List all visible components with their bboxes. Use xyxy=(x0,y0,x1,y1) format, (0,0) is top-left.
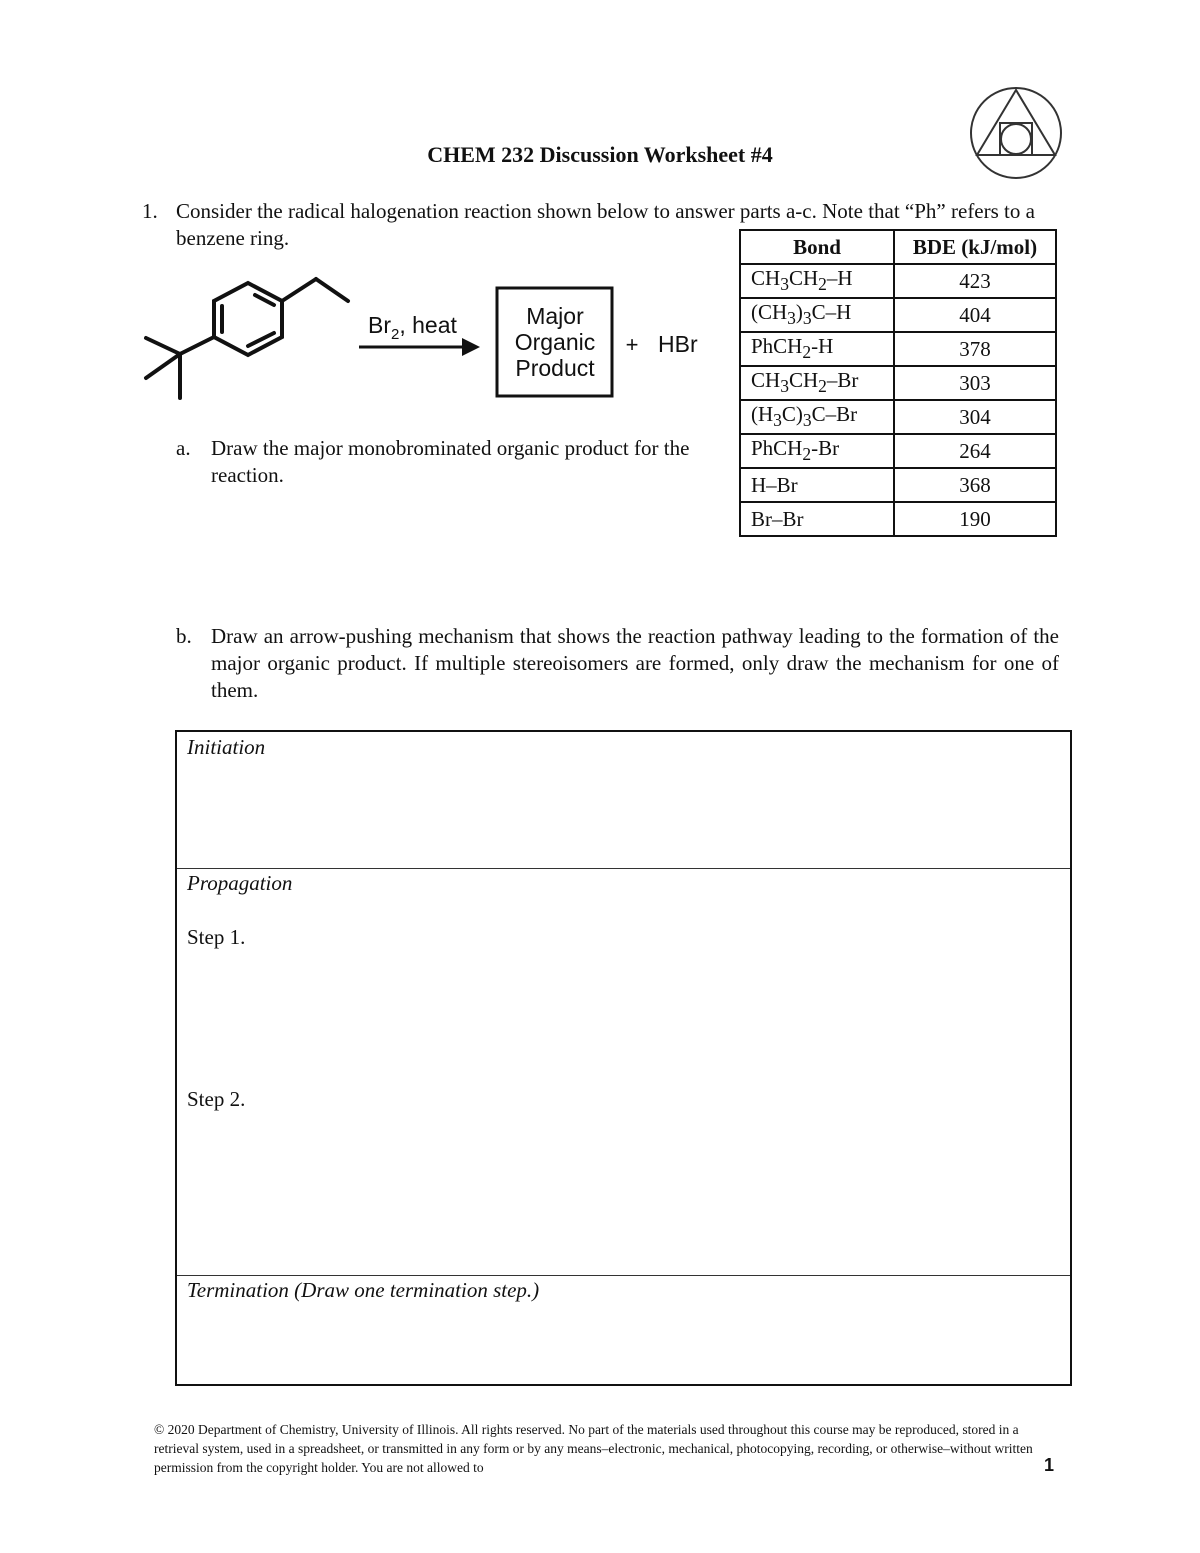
question-text: Consider the radical halogenation reaction shown below to answer parts a-c. Note that “Ph” refers to a benzene ring. xyxy=(176,199,1035,250)
bond-cell: $CH_3CH_2-Br$ xyxy=(740,366,894,400)
termination-label: Termination (Draw one termination step.) xyxy=(187,1278,540,1302)
bde-value-cell: 190 xyxy=(894,502,1056,536)
product-box-line2: Organic xyxy=(514,329,596,355)
bde-value-cell: 368 xyxy=(894,468,1056,502)
bond-cell: H–Br xyxy=(740,468,894,502)
bde-row xyxy=(740,366,1056,400)
bde-value-cell: 404 xyxy=(894,298,1056,332)
termination-section[interactable] xyxy=(177,1276,1070,1382)
part-a-text: Draw the major monobrominated organic product for the reaction. xyxy=(211,436,690,487)
bde-value-cell: 303 xyxy=(894,366,1056,400)
bde-row xyxy=(740,332,1056,366)
reaction-scheme xyxy=(140,270,720,410)
product-box-line3: Product xyxy=(515,355,595,381)
bde-value-cell: 264 xyxy=(894,434,1056,468)
bde-row xyxy=(740,264,1056,298)
part-a-letter: a. xyxy=(176,436,191,460)
byproduct-label: HBr xyxy=(658,331,698,357)
product-box-line1: Major xyxy=(526,303,584,329)
bde-row xyxy=(740,298,1056,332)
reaction-arrow xyxy=(359,338,480,356)
bde-row xyxy=(740,468,1056,502)
propagation-label: Propagation xyxy=(187,871,293,895)
page-number: 1 xyxy=(1044,1455,1055,1475)
page-title: CHEM 232 Discussion Worksheet #4 xyxy=(427,142,773,167)
reagent-label: $Br_2$, heat xyxy=(368,312,457,343)
bond-cell: Br–Br xyxy=(740,502,894,536)
bde-header: BDE (kJ/mol) xyxy=(894,230,1056,264)
bond-cell: PhCH$_2$-Br xyxy=(740,434,894,468)
part-b-letter: b. xyxy=(176,624,192,648)
bond-header: Bond xyxy=(740,230,894,264)
initiation-section[interactable] xyxy=(177,732,1070,869)
plus-sign: + xyxy=(625,332,639,357)
bond-cell: $(CH_3)_3C-H$ xyxy=(740,298,894,332)
part-b-text: Draw an arrow-pushing mechanism that shows the reaction pathway leading to the formation of the major organic product. If multiple stereoisomers are formed, only draw the mechanism for one of them. xyxy=(211,624,1059,702)
mechanism-answer-box xyxy=(175,730,1072,1386)
initiation-label: Initiation xyxy=(187,735,266,759)
bde-row xyxy=(740,400,1056,434)
reactant-structure xyxy=(146,279,348,398)
bond-cell: $CH_3CH_2-H$ xyxy=(740,264,894,298)
bond-cell: PhCH$_2$-H xyxy=(740,332,894,366)
copyright-footer: © 2020 Department of Chemistry, University of Illinois. All rights reserved. No part of the materials used throughout this course may be reproduced, stored in a retrieval system, used in a spreadsheet, or transmitted in any form or by any means–electronic, mechanical, photocopying, recording, or otherwise–without written permission from the copyright holder. You are not allowed to xyxy=(154,1422,1033,1475)
bde-value-cell: 378 xyxy=(894,332,1056,366)
bde-row xyxy=(740,434,1056,468)
bde-value-cell: 304 xyxy=(894,400,1056,434)
bde-value-cell: 423 xyxy=(894,264,1056,298)
bde-row xyxy=(740,502,1056,536)
question-number: 1. xyxy=(142,199,158,223)
propagation-section[interactable] xyxy=(177,869,1070,1276)
step2-label: Step 2. xyxy=(187,1087,246,1111)
step1-label: Step 1. xyxy=(187,925,246,949)
bond-cell: $(H_3C)_3C-Br$ xyxy=(740,400,894,434)
bde-table xyxy=(739,229,1057,537)
